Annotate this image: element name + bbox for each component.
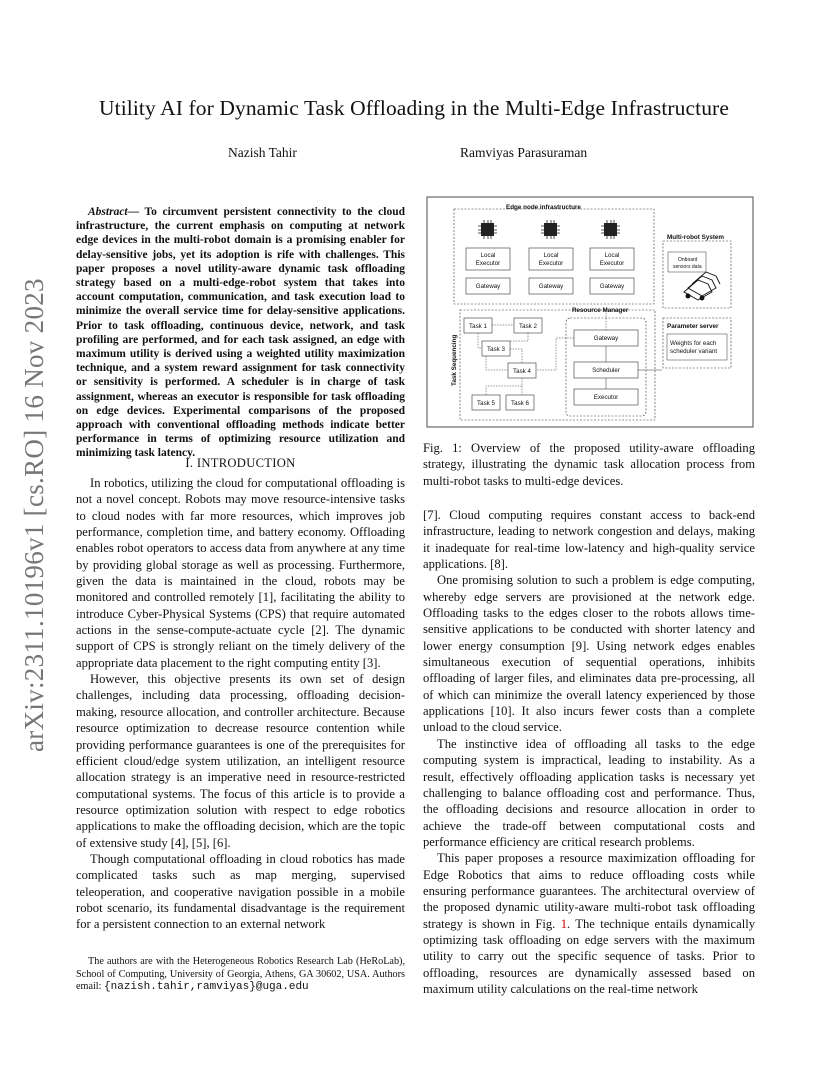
abstract-lead: Abstract— <box>88 206 140 218</box>
paragraph: Though computational offloading in cloud robotics has made complicated tasks such as map merging, supervised teleoperation, and cooperative navigation possible in a mobile robot scenario, its fundamental disadvantage is the requirement for a persistent connection to an external network <box>76 851 405 932</box>
robot-icon <box>684 272 720 300</box>
svg-text:Onboard: Onboard <box>678 257 698 263</box>
fig-label-edge-infra: Edge node infrastructure <box>506 204 581 211</box>
section-heading-introduction: I. INTRODUCTION <box>185 456 296 470</box>
svg-text:Gateway: Gateway <box>593 335 619 342</box>
svg-text:scheduler variant: scheduler variant <box>670 348 718 355</box>
svg-text:Local: Local <box>604 252 620 259</box>
figure-caption: Fig. 1: Overview of the proposed utility-aware offloading strategy, illustrating the dynamic task allocation process from multi-robot tasks to multi-edge devices. <box>423 441 755 488</box>
svg-text:Task 4: Task 4 <box>513 368 531 375</box>
footnote: The authors are with the Heterogeneous Robotics Research Lab (HeRoLab), School of Computing, University of Georgia, Athens, GA 30602, USA. Authors email: {nazish.tahir,ramviyas}@uga.edu <box>76 956 405 994</box>
paragraph: The instinctive idea of offloading all tasks to the edge computing system is impractical, leading to instability. As a result, effectively offloading application tasks is necessary yet challenging to balance offloading cost and performance. Thus, the offloading decisions and resource allocation in order to achieve the trade-off between computational costs and performance efficiency are critical research problems. <box>423 736 755 849</box>
svg-text:Executor: Executor <box>538 260 564 267</box>
svg-text:sensors data: sensors data <box>673 264 702 270</box>
svg-text:Weights for each: Weights for each <box>670 340 717 347</box>
svg-text:Task 6: Task 6 <box>511 400 529 407</box>
svg-text:Executor: Executor <box>475 260 501 267</box>
paragraph: [7]. Cloud computing requires constant access to back-end infrastructure, leading to network congestion and delays, making it inadequate for real-time low-latency and high-quality service applications. [8]. <box>423 508 755 572</box>
svg-text:Executor: Executor <box>593 394 619 401</box>
svg-text:Task 5: Task 5 <box>477 400 495 407</box>
svg-text:Task 1: Task 1 <box>469 323 487 330</box>
svg-text:Task 2: Task 2 <box>519 323 537 330</box>
author-1: Nazish Tahir <box>228 145 297 160</box>
svg-text:Gateway: Gateway <box>599 283 625 290</box>
intro-left-column <box>76 475 405 933</box>
svg-text:Scheduler: Scheduler <box>592 367 620 374</box>
figure-ref-link[interactable]: 1 <box>560 916 567 931</box>
svg-text:Task Sequencing: Task Sequencing <box>451 334 458 386</box>
abstract <box>76 205 405 461</box>
author-2: Ramviyas Parasuraman <box>460 145 588 160</box>
paragraph: In robotics, utilizing the cloud for computational offloading is not a novel concept. Robots may move resource-intensive tasks to cloud nodes with far more resources, which improves job performance, completion time, and battery economy. Offloading enables robot operators to access data from anywhere at any time by providing global storage as well as processing. Furthermore, given the data is maintained in the cloud, robots may be monitored and controlled remotely [1], facilitating the ability to introduce Cyber-Physical Systems (CPS) that require automated actions in the sense-compute-actuate cycle [2]. The dynamic support of CPS is strongly reliant on the timely delivery of the appropriate data placement to the right computing entity [3]. <box>76 476 405 670</box>
paragraph: This paper proposes a resource maximization offloading for Edge Robotics that aims to reduce offloading costs while ensuring performance guarantees. The architectural overview of the proposed dynamic utility-aware multi-robot task offloading strategy is shown in Fig. 1. The technique entails dynamically optimizing task offloading on edge servers with the maximum utility to carry out the specific sequence of tasks. Prior to offloading, resources are dynamically assessed based on maximum utility calculations on the real-time network <box>423 851 756 996</box>
abstract-text: To circumvent persistent connectivity to the cloud infrastructure, the current emphasis on computing at network edge devices in the multi-robot domain is a promising enabler for delay-sensitive jobs, yet its adoption is rife with challenges. This paper proposes a novel utility-aware dynamic task offloading strategy based on a multi-edge-robot system that takes into account computation, communication, and task execution load to minimize the overall service time for delay-sensitive applications. Prior to task offloading, continuous device, network, and task profiling are performed, and for each task assigned, an edge with maximum utility is derived using a weighted utility maximization technique, and a system reward assignment for task connectivity or sensitivity is performed. A scheduler is in charge of task assignment, whereas an executor is responsible for task offloading on edge devices. Experimental comparisons of the proposed approach with conventional offloading methods indicate better performance in terms of optimizing resource utilization and minimizing task latency. <box>76 206 405 460</box>
paper-title: Utility AI for Dynamic Task Offloading in the Multi-Edge Infrastructure <box>99 96 729 120</box>
svg-text:Resource Manager: Resource Manager <box>572 307 629 314</box>
svg-text:Executor: Executor <box>599 260 625 267</box>
paragraph: However, this objective presents its own set of design challenges, including data processing, offloading decision-making, resource allocation, and controller architecture. Because resource optimization to decrease resource contention while providing performance guarantees is one of the prerequisites for efficient cloud/edge system utilization, an intelligent resource allocation strategy is an imperative need in resource-restricted computational systems. The focus of this article is to provide a resource optimization solution with respect to edge robotics applications to make the offloading decision, which are the topic of extensive study [4], [5], [6]. <box>76 672 405 850</box>
svg-text:Parameter server: Parameter server <box>667 323 719 330</box>
svg-text:Multi-robot System: Multi-robot System <box>667 234 725 241</box>
svg-text:Gateway: Gateway <box>538 283 564 290</box>
svg-text:Gateway: Gateway <box>475 283 501 290</box>
figure-1 <box>426 196 754 428</box>
svg-text:Local: Local <box>543 252 559 259</box>
chip-icon <box>478 220 620 239</box>
svg-text:Task 3: Task 3 <box>487 346 505 353</box>
arxiv-stamp: arXiv:2311.10196v1 [cs.RO] 16 Nov 2023 <box>19 278 49 752</box>
svg-text:Local: Local <box>480 252 496 259</box>
paragraph: One promising solution to such a problem is edge computing, whereby edge servers are provisioned at the network edge. Offloading tasks to the edges closer to the robots allows time-sensitive applications to be conducted with shorter latency and lower energy consumption [9]. Using network edges enables simultaneous execution of sequential operations, inhibits offloading of larger files, and eliminates data pre-processing, all of which can minimize the overall latency experienced by those applications [10]. It also incurs fewer costs than a complete unload to the cloud service. <box>423 573 755 735</box>
intro-right-column <box>423 507 755 997</box>
